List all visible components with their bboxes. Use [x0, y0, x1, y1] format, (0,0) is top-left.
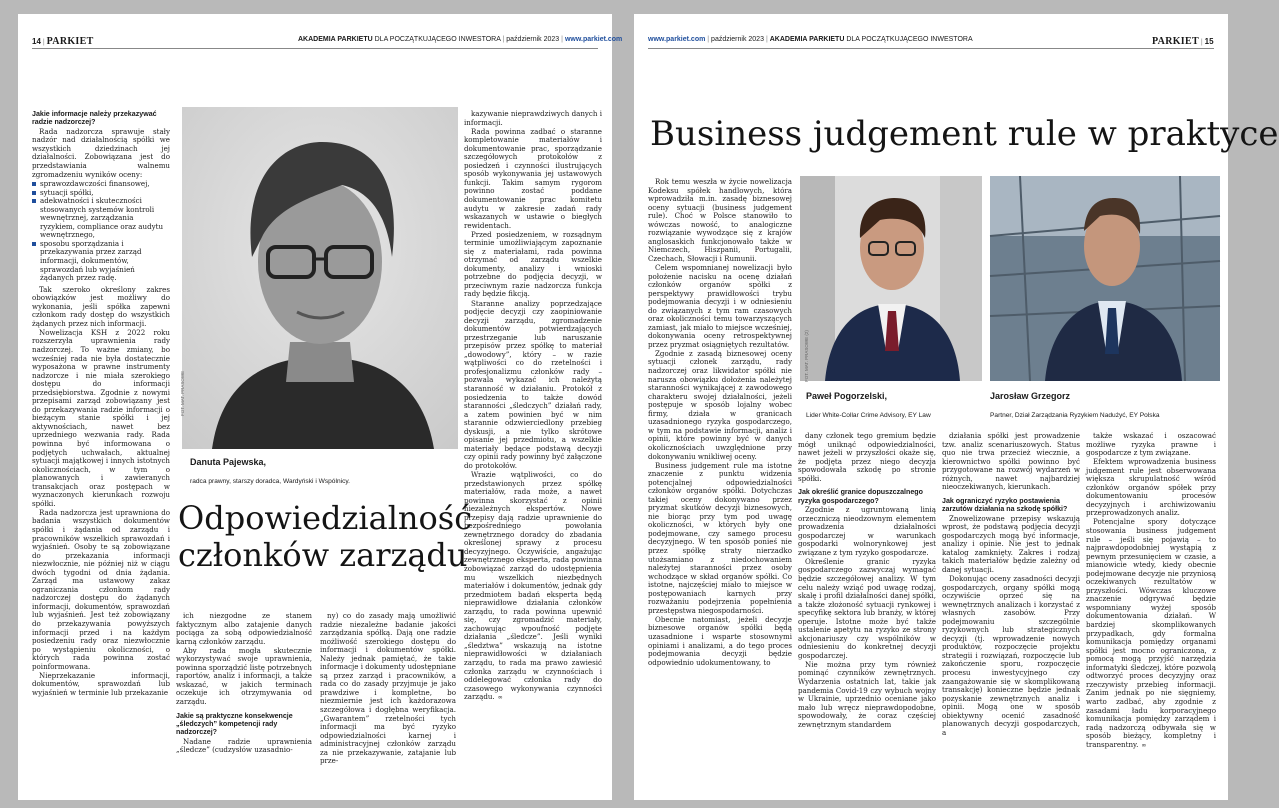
- headline-right: Business judgement rule w praktyce: [650, 114, 1279, 154]
- page-number-right: 15: [1204, 37, 1214, 46]
- left-header-info: AKADEMIA PARKIETU DLA POCZĄTKUJĄCEGO INWESTORA | październik 2023 | www.parkiet.com: [298, 36, 623, 43]
- series-label-left: DLA POCZĄTKUJĄCEGO INWESTORA: [374, 36, 501, 43]
- paragraph: Nadane radzie uprawnienia „śledcze” (cudzysłów uzasadnio-: [176, 736, 312, 755]
- paragraph: Obecnie natomiast, jeżeli decyzje biznesowe organów spółki będą uzasadnione i wsparte stosownymi opiniami i analizami, a do tego proces podejmowania decyzji będzie odpowiednio udokumentowany, to: [648, 614, 792, 667]
- caption-title: radca prawny, starszy doradca, Wardyński i Wspólnicy.: [190, 478, 351, 485]
- date-right: październik 2023: [711, 36, 764, 43]
- list-item: sprawozdawczości finansowej,: [32, 180, 170, 189]
- paragraph-text: Potencjalne spory dotyczące stosowania business judgement rule – jeśli się pojawią – to najprawdopodobniej wystąpią z pewnym przesunięciem w czasie, a mianowicie wtedy, kiedy obecnie podejmowane decyzje nie przyniosą oczekiwanych rezultatów w przyszłości. Wówczas kluczowe znaczenie odgrywać będzie wspomniany wyżej sposób dokumentowania działań. W bardziej skomplikowanych przypadkach, gdy formalna komunikacja pomiędzy organami spółki jest mocno ograniczona, z pomocą mogą przyjść narzędzia informatyki śledczej, które pozwolą odtworzyć proces decyzyjny oraz rzeczywisty przebieg informacji. Zanim jednak po nie sięgniemy, warto zadbać, aby zgodnie z zasadami ładu korporacyjnego komunikacja pomiędzy zarządem i radą nadzorczą odbywała się w sposób bieżący, kompletny i transparentny.: [1086, 517, 1216, 749]
- paragraph: działania spółki jest prowadzenie tzw. analiz scenariuszowych. Status quo nie trwa przecież wiecznie, a kierownictwo spółki powinno być przygotowane na rozwój wydarzeń w różnych, nawet najbardziej nieoczekiwanych, kierunkach.: [942, 431, 1080, 492]
- headline-line-1: Odpowiedzialność: [178, 499, 473, 537]
- headline-left: [178, 500, 472, 574]
- portrait-photo-pawel: [800, 176, 982, 381]
- akademia-label-right: AKADEMIA PARKIETU: [769, 36, 845, 43]
- portrait-image-pawel: [800, 176, 982, 381]
- photo-credit-left: FOT. MAT. PRASOWE: [180, 370, 185, 416]
- left-column-3: [320, 612, 456, 792]
- caption-name-jaroslaw: Jarosław Grzegorz: [990, 391, 1071, 401]
- paragraph: ny) co do zasady mają umożliwić radzie niezależne badanie jakości zarządzania spółką. Dają one radzie możliwość szerokiego dostępu do informacji i dokumentów spółki. Należy jednak pamiętać, że takie informacje i dokumenty udostępniane są przez zarząd i pracowników, a rada co do zasady przyjmuje je jako prawdziwe i kompletne, bo niezmiernie jest ich każdorazowa szczegółowa i dogłębna weryfikacja. „Gwarantem” rzetelności tych informacji ma być ryzyko odpowiedzialności karnej i administracyjnej członków zarządu za nie przekazywanie, zatajanie lub prze-: [320, 611, 456, 766]
- paragraph: ich niezgodne ze stanem faktycznym albo zatajenie danych pociąga za sobą odpowiedzialność karną członków zarządu.: [176, 611, 312, 646]
- right-column-1: [648, 178, 792, 792]
- portrait-image-jaroslaw: [990, 176, 1220, 381]
- header-rule-left: [32, 48, 598, 49]
- list-item: sposobu sporządzania i przekazywania przez zarząd informacji, dokumentów, sprawozdań lub wyjaśnień żądanych przez radę.: [32, 240, 170, 283]
- left-header-pagenum: 14 | PARKIET: [32, 36, 94, 47]
- portrait-photo-danuta: [182, 107, 458, 449]
- portrait-image: [182, 107, 458, 449]
- header-rule-right: [648, 48, 1214, 49]
- paragraph: Określenie granic ryzyka gospodarczego zazwyczaj wymagać będzie szczegółowej analizy. W tym celu należy wziąć pod uwagę rodzaj, skalę i profil działalności danej spółki, a także złożoność sytuacji rynkowej i specyfikę sektora lub branży, w której operuje. Istotne może być także ustalenie apetytu na ryzyko ze strony akcjonariuszy czy wspólników w odniesieniu do konkretnej decyzji gospodarczej.: [798, 556, 936, 660]
- question-heading: Jak ograniczyć ryzyko postawienia zarzutów działania na szkodę spółki?: [942, 496, 1068, 514]
- paragraph: Tak szeroko określony zakres obowiązków jest możliwy do wykonania, jeśli spółka zapewni członkom rady dostęp do wszystkich żądanych przez nich informacji.: [32, 284, 170, 328]
- paragraph: Znowelizowane przepisy wskazują wprost, że podstawą podjęcia decyzji gospodarczych mogą być informacje, analizy i opinie. Nie jest to jednak katalog zamknięty. Zakres i rodzaj takich materiałów będzie zależny od danej sytuacji.: [942, 513, 1080, 574]
- akademia-label-left: AKADEMIA PARKIETU: [298, 36, 373, 43]
- right-page: [634, 14, 1279, 800]
- paragraph: dany członek tego gremium będzie mógł uniknąć odpowiedzialności, nawet jeżeli w przyszłości okaże się, że podjęta przez niego decyzja spowodowała szkodę po stronie spółki.: [798, 431, 936, 483]
- paragraph: Zgodnie z zasadą biznesowej oceny sytuacji członek zarządu, rady nadzorczej oraz likwidator spółki nie narusza obowiązku dołożenia należytej staranności wynikającej z zawodowego charakteru swojej działalności, jeżeli postępuje w sposób lojalny wobec firmy, działa w granicach uzasadnionego ryzyka gospodarczego, w tym na podstawie informacji, analiz i opinii, które powinny być w danych okolicznościach uwzględnione przy dokonywaniu wnikliwej oceny.: [648, 348, 792, 461]
- paragraph: Staranne analizy poprzedzające podjęcie decyzji czy zaopiniowanie decyzji zarządu, zgromadzenie dokumentów potwierdzających przestrzeganie lub naruszanie przepisów przez spółkę to materiał „dowodowy”, który – w razie wątpliwości co do rzetelności i profesjonalizmu członków rady – pozwala wykazać ich należytą staranność w działaniu. Protokół z posiedzenia to także dowód staranności „śledczych” działań rady, a zatem powinien być w nim starannie odzwierciedlony przebieg dyskusji, a nie tylko skrótowe opisanie jej przedmiotu, a wszelkie materiały będące podstawą decyzji czy opinii rady powinny być załączone do protokołów.: [464, 298, 602, 470]
- paragraph: Rada powinna zadbać o staranne kompletowanie materiałów i dokumentowanie prac, sporządzanie szczegółowych protokołów z posiedzeń i czynności ilustrujących sposób wykonywania jej ustawowych funkcji. Takim samym rygorom powinno zostać poddane dokumentowanie prac komitetu audytu w zakresie zadań rady wskazanych w ustawie o biegłych rewidentach.: [464, 126, 602, 230]
- paragraph: Rada nadzorcza jest uprawniona do badania wszystkich dokumentów spółki i żądania od zarządu i pracowników wszelkich sprawozdań i wyjaśnień. Osoby te są zobowiązane do przekazania informacji niezwłocznie, nie później niż w ciągu dwóch tygodni od dnia żądania. Zarząd ma ustawowy zakaz ograniczania członkom rady nadzorczej dostępu do żądanych informacji, dokumentów, sprawozdań lub wyjaśnień. Jest też zobowiązany do przekazywania powyższych informacji przed i na każdym posiedzeniu rady oraz niezwłocznie po wystąpieniu okoliczności, o których rada powinna zostać poinformowana.: [32, 507, 170, 671]
- paragraph: Zgodnie z ugruntowaną linią orzeczniczą nieodzownym elementem prowadzenia działalności gospodarczej w warunkach gospodarki wolnorynkowej jest związane z tym ryzyko gospodarcze.: [798, 505, 936, 557]
- paragraph: [1086, 518, 1216, 750]
- end-mark-icon: ∞: [497, 694, 503, 702]
- paragraph: Nowelizacja KSH z 2022 roku rozszerzyła uprawnienia rady nadzorczej. To ważne zmiany, bo wcześniej rada nie była dostatecznie wyposażona w prawne instrumenty nadzorcze i nie miała szerokiego dostępu do informacji przedsiębiorstwa. Zgodnie z nowymi przepisami zarząd zobowiązany jest do przekazywania radzie informacji o bieżącym stanie spółki i jej aktywnościach, nawet bez uprzedniego wezwania rady. Rada powinna być informowana o podjętych uchwałach, aktualnej sytuacji majątkowej i innych istotnych okolicznościach, w tym o planowanych i zawieranych transakcjach oraz postępach w wyznaczonych kierunkach rozwoju spółki.: [32, 327, 170, 508]
- paragraph: [464, 471, 602, 703]
- right-header-info: www.parkiet.com | październik 2023 | AKADEMIA PARKIETU DLA POCZĄTKUJĄCEGO INWESTORA: [648, 36, 973, 43]
- caption-title-jaroslaw: Partner, Dział Zarządzania Ryzykiem Nadużyć, EY Polska: [990, 412, 1160, 419]
- right-column-3: [942, 432, 1080, 792]
- question-heading: Jakie są praktyczne konsekwencje „śledczych” kompetencji rady nadzorczej?: [176, 711, 293, 737]
- left-column-1: [32, 110, 170, 792]
- url-right[interactable]: www.parkiet.com: [648, 36, 706, 43]
- paragraph: Rok temu weszła w życie nowelizacja Kodeksu spółek handlowych, która wprowadziła m.in. zasadę biznesowej oceny sytuacji (business judgement rule). Choć w Polsce stanowiło to wówczas nowość, to analogiczne rozwiązanie wywodzące się z krajów anglosaskich funkcjonowało także w Niemczech, Hiszpanii, Portugalii, Czechach, Słowacji i Rumunii.: [648, 177, 792, 263]
- portrait-photo-jaroslaw: [990, 176, 1220, 381]
- caption-name: Danuta Pajewska,: [190, 457, 267, 467]
- date-left: październik 2023: [506, 36, 560, 43]
- list-item: adekwatności i skuteczności stosowanych systemów kontroli wewnętrznej, zarządzania ryzykiem, compliance oraz audytu wewnętrznego,: [32, 197, 170, 240]
- right-column-2: [798, 432, 936, 792]
- series-label-right: DLA POCZĄTKUJĄCEGO INWESTORA: [846, 36, 973, 43]
- paragraph: Efektem wprowadzenia business judgement rule jest obserwowana większa skrupulatność wśród członków organów spółek przy dokumentowaniu procesów decyzyjnych i archiwizowaniu przeprowadzonych analiz.: [1086, 457, 1216, 518]
- parkiet-logo-right: PARKIET: [1152, 36, 1199, 47]
- caption-title-pawel: Lider White-Collar Crime Advisory, EY Law: [806, 412, 931, 419]
- headline-line-2: członków zarządu: [178, 536, 468, 574]
- paragraph: kazywanie nieprawdziwych danych i informacji.: [464, 109, 602, 127]
- left-column-2: [176, 612, 312, 792]
- left-page: [18, 14, 623, 800]
- question-heading: Jak określić granice dopuszczalnego ryzyka gospodarczego?: [798, 488, 923, 505]
- paragraph: Dokonując oceny zasadności decyzji gospodarczych, organy spółki mogą oczywiście oprzeć się na wewnętrznych analizach i korzystać z własnych zasobów. Przy podejmowaniu szczególnie ryzykownych lub strategicznych decyzji (tj. wprowadzenie nowych produktów, rozpoczęcie projektu strategii i rozwiązań, rozpoczęcie lub zakończenie sporu, rozpoczęcie procesu inwestycyjnego czy zaangażowanie się w skomplikowaną transakcję) konieczne będzie jednak pozyskanie zewnętrznych analiz i opinii. Mogą one w sposób obiektywny ocenić zasadność planowanych decyzji gospodarczych, a: [942, 573, 1080, 737]
- paragraph: Nie można przy tym również pominąć czynników zewnętrznych. Wydarzenia ostatnich lat, takie jak pandemia Covid-19 czy wybuch wojny w Ukrainie, uprzednio oceniane jako mało lub wręcz nieprawdopodobne, spowodowały, że coraz częściej zewnętrznym standardem: [798, 659, 936, 729]
- paragraph: Business judgement rule ma istotne znaczenie z punktu widzenia potencjalnej odpowiedzialności członków organów spółki. Dotychczas takiej oceny dokonywano przez pryzmat skutków decyzji biznesowych, nie biorąc przy tym pod uwagę okoliczności, w których były one podejmowane, czy samego procesu decyzyjnego. W ten sposób ponieś nie przez spółkę straty nierzadko utożsamiano z niedochowaniem należytej staranności przez osoby wchodzące w skład organów spółki. Co istotne, najczęściej miało to miejsce w postępowaniach karnych przy rozważaniu podejrzenia popełnienia przestępstwa niegospodarności.: [648, 460, 792, 615]
- bullet-list: [32, 180, 170, 283]
- question-heading: Jakie informacje należy przekazywać radzie nadzorczej?: [32, 110, 157, 127]
- paragraph: Przed posiedzeniem, w rozsądnym terminie umożliwiającym zapoznanie się z materiałami, rada powinna otrzymać od zarządu wszelkie dokumenty, analizy i wnioski potrzebne do podjęcia decyzji, w przeciwnym razie nadzorcza funkcja rady będzie fikcją.: [464, 229, 602, 299]
- paragraph: Rada nadzorcza sprawuje stały nadzór nad działalnością spółki we wszystkich dziedzinach jej działalności. Zobowiązana jest do przedstawiania walnemu zgromadzeniu wyników oceny:: [32, 126, 170, 179]
- paragraph-text: Wrazie wątpliwości, co do przedstawionych przez spółkę materiałów, rada może, a nawet powinna skorzystać z opinii niezależnych ekspertów. Nowe przepisy dają radzie uprawnienie do bezpośredniego powołania zewnętrznego doradcy do zbadania określonej sprawy z procesu decyzyjnego. Oczywiście, angażując zewnętrznego eksperta, rada powinna zobowiązać zarząd do udostępnienia mu wszelkich niezbędnych materiałów i dokumentów, jednak gdy przedmiotem badań eksperta będą nieprawidłowe działania członków zarządu, to rada powinna upewnić się, czy zgromadzić materiały, zachowując wpoufność podjęte działania „śledcze”. Jeśli wyniki „śledztwa” wskazują na istotne nieprawidłowości w działaniach zarządu, to rada ma prawo zawiesić członka zarządu w czynnościach i oddelegować członka rady do czasowego wykonywania czynności zarządu.: [464, 469, 602, 702]
- right-header-pagenum: PARKIET | 15: [1152, 36, 1214, 47]
- paragraph: Nieprzekazanie informacji, dokumentów, sprawozdań lub wyjaśnień w terminie lub przekazanie: [32, 670, 170, 697]
- right-column-4: [1086, 432, 1216, 792]
- caption-name-pawel: Paweł Pogorzelski,: [806, 391, 888, 401]
- photo-credit-right: FOT. MAT. PRASOWE (2): [804, 330, 809, 382]
- paragraph: także wskazać i oszacować możliwe ryzyka prawne i gospodarcze z tym związane.: [1086, 431, 1216, 458]
- end-mark-icon: ∞: [1141, 741, 1147, 749]
- left-column-4: [464, 110, 602, 792]
- paragraph: Celem wspomnianej nowelizacji było położenie nacisku na ocenę działań członków organów spółki z perspektywy prawidłowości trybu podejmowania decyzji i w odniesieniu do związanych z tym ram czasowych oraz okoliczności temu towarzyszących zamiast, jak miało to miejsce wcześniej, dokonywania oceny retrospektywnej przez pryzmat osiągniętych rezultatów.: [648, 262, 792, 349]
- url-left[interactable]: www.parkiet.com: [564, 36, 623, 43]
- paragraph: Aby rada mogła skutecznie wykorzystywać swoje uprawnienia, powinna sporządzić listę potrzebnych raportów, analiz i informacji, a także wskazać, w jakich terminach oczekuje ich otrzymywania od zarządu.: [176, 645, 312, 706]
- parkiet-logo-left: PARKIET: [46, 36, 94, 47]
- page-number-left: 14: [32, 37, 41, 46]
- list-item: sytuacji spółki,: [32, 189, 170, 198]
